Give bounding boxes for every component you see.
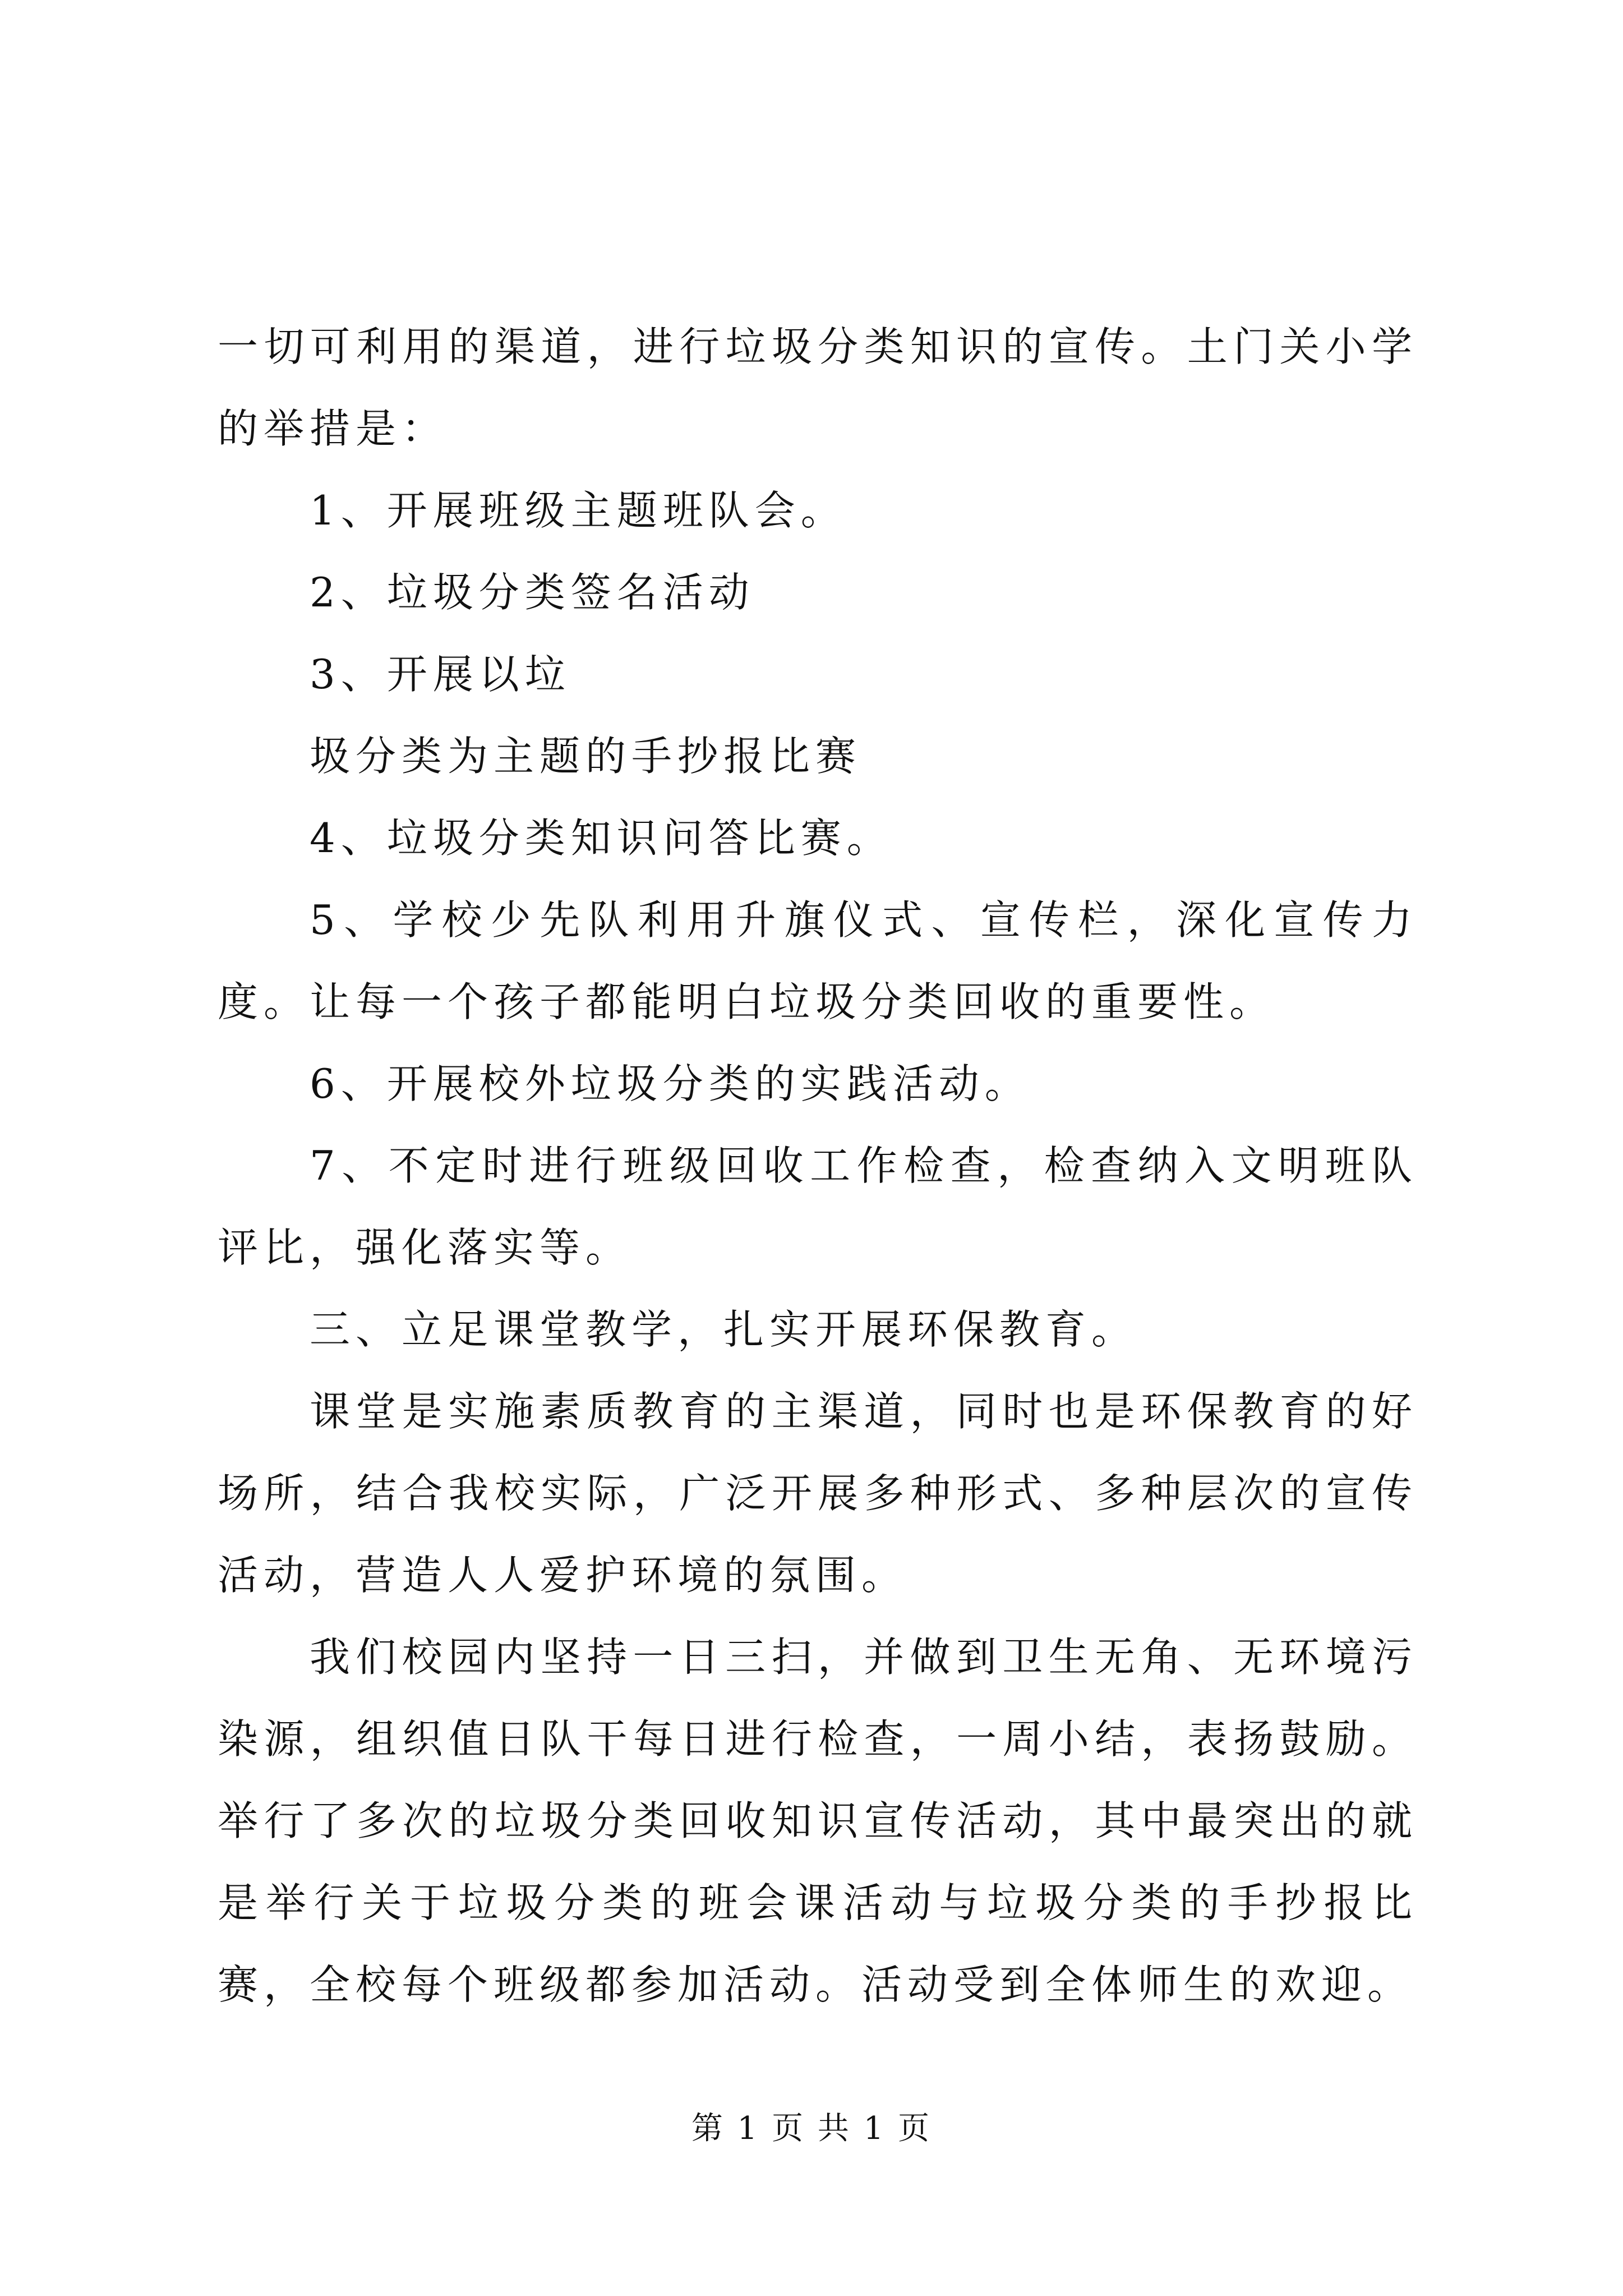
list-item-6: 6、开展校外垃圾分类的实践活动。 [310, 1060, 1031, 1107]
list-item-1: 1、开展班级主题班队会。 [310, 487, 847, 534]
list-item-3: 3、开展以垃 [310, 651, 571, 698]
list-item-3-continued: 圾分类为主题的手抄报比赛 [310, 733, 862, 780]
list-item-5: 5、学校少先队利用升旗仪式、宣传栏，深化宣传力度。让每一个孩子都能明白垃圾分类回收的重要性。 [218, 896, 1418, 1025]
paragraph-intro: 一切可利用的渠道，进行垃圾分类知识的宣传。土门关小学的举措是： [218, 323, 1418, 452]
page-footer: 第 1 页 共 1 页 [691, 2110, 932, 2147]
list-item-7: 7、不定时进行班级回收工作检查，检查纳入文明班队评比，强化落实等。 [218, 1142, 1418, 1271]
document-body [218, 306, 1418, 2026]
paragraph-campus: 我们校园内坚持一日三扫，并做到卫生无角、无环境污染源，组织值日队干每日进行检查，一周小结，表扬鼓励。举行了多次的垃圾分类回收知识宣传活动，其中最突出的就是举行关于垃圾分类的班会课活动与垃圾分类的手抄报比赛，全校每个班级都参加活动。活动受到全体师生的欢迎。 [218, 1634, 1418, 2008]
paragraph-classroom: 课堂是实施素质教育的主渠道，同时也是环保教育的好场所，结合我校实际，广泛开展多种形式、多种层次的宣传活动，营造人人爱护环境的氛围。 [218, 1388, 1418, 1599]
section-heading-3: 三、立足课堂教学，扎实开展环保教育。 [310, 1306, 1138, 1353]
list-item-4: 4、垃圾分类知识问答比赛。 [310, 815, 893, 862]
list-item-2: 2、垃圾分类签名活动 [310, 569, 755, 616]
